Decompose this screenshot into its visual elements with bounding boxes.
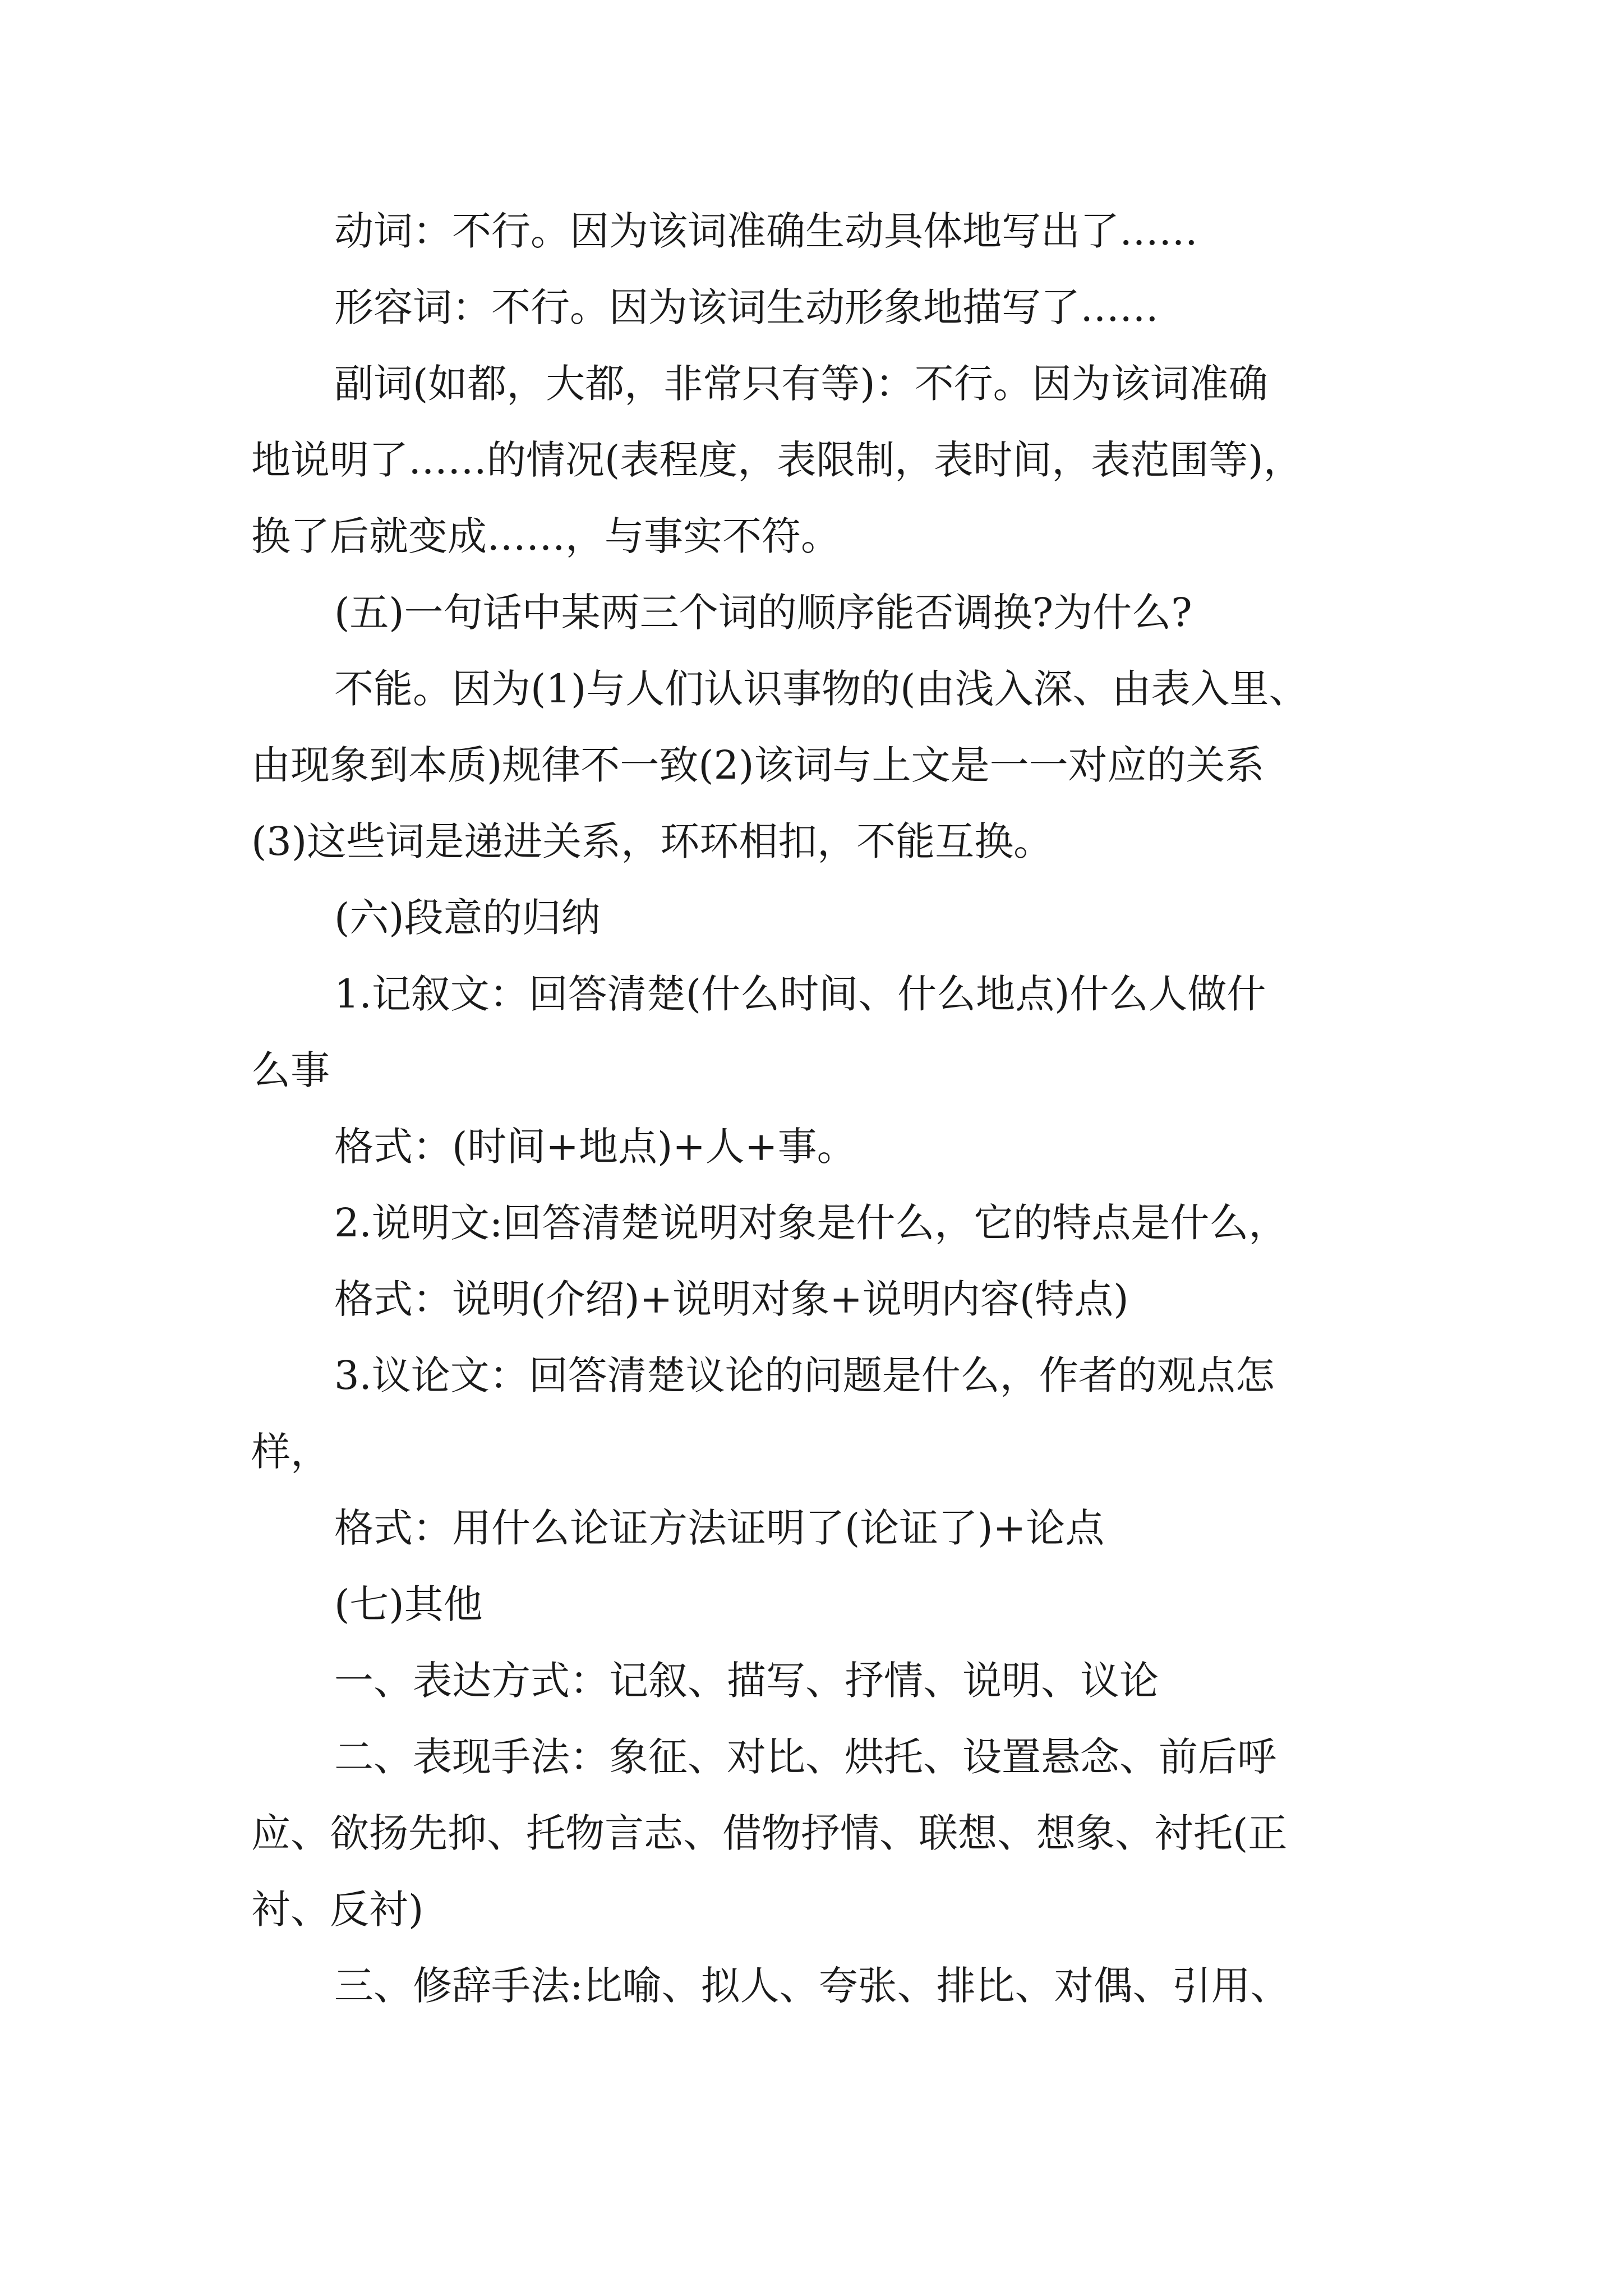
text-line: 2.说明文:回答清楚说明对象是什么，它的特点是什么， [334, 1200, 1288, 1246]
text-line: 形容词：不行。因为该词生动形象地描写了…… [334, 284, 1159, 330]
text-line: 换了后就变成……，与事实不符。 [251, 513, 840, 559]
text-line: 格式：(时间+地点)+人+事。 [334, 1124, 856, 1170]
text-line: 一、表达方式：记叙、描写、抒情、说明、议论 [334, 1658, 1159, 1704]
text-line: 地说明了……的情况(表程度，表限制，表时间，表范围等)， [251, 437, 1303, 483]
text-line: 格式：说明(介绍)+说明对象+说明内容(特点) [334, 1276, 1129, 1322]
text-line: 应、欲扬先抑、托物言志、借物抒情、联想、想象、衬托(正 [251, 1810, 1288, 1856]
text-line: 不能。因为(1)与人们认识事物的(由浅入深、由表入里、 [334, 666, 1308, 712]
section-heading: (七)其他 [334, 1581, 483, 1627]
section-heading: (六)段意的归纳 [334, 895, 601, 941]
text-line: 动词：不行。因为该词准确生动具体地写出了…… [334, 208, 1198, 254]
text-line: 么事 [251, 1047, 330, 1093]
text-line: 三、修辞手法:比喻、拟人、夸张、排比、对偶、引用、 [334, 1963, 1290, 2009]
text-line: (五)一句话中某两三个词的顺序能否调换?为什么? [334, 590, 1192, 636]
text-line: 副词(如都，大都，非常只有等)：不行。因为该词准确 [334, 361, 1268, 407]
text-line: 衬、反衬) [251, 1887, 424, 1932]
text-line: (3)这些词是递进关系，环环相扣，不能互换。 [251, 818, 1053, 864]
text-line: 3.议论文：回答清楚议论的问题是什么，作者的观点怎 [334, 1352, 1275, 1398]
text-line: 样， [251, 1429, 330, 1475]
text-line: 由现象到本质)规律不一致(2)该词与上文是一一对应的关系 [251, 742, 1265, 788]
text-line: 1.记叙文：回答清楚(什么时间、什么地点)什么人做什 [334, 971, 1266, 1017]
text-line: 二、表现手法：象征、对比、烘托、设置悬念、前后呼 [334, 1734, 1276, 1780]
text-line: 格式：用什么论证方法证明了(论证了)+论点 [334, 1505, 1105, 1551]
